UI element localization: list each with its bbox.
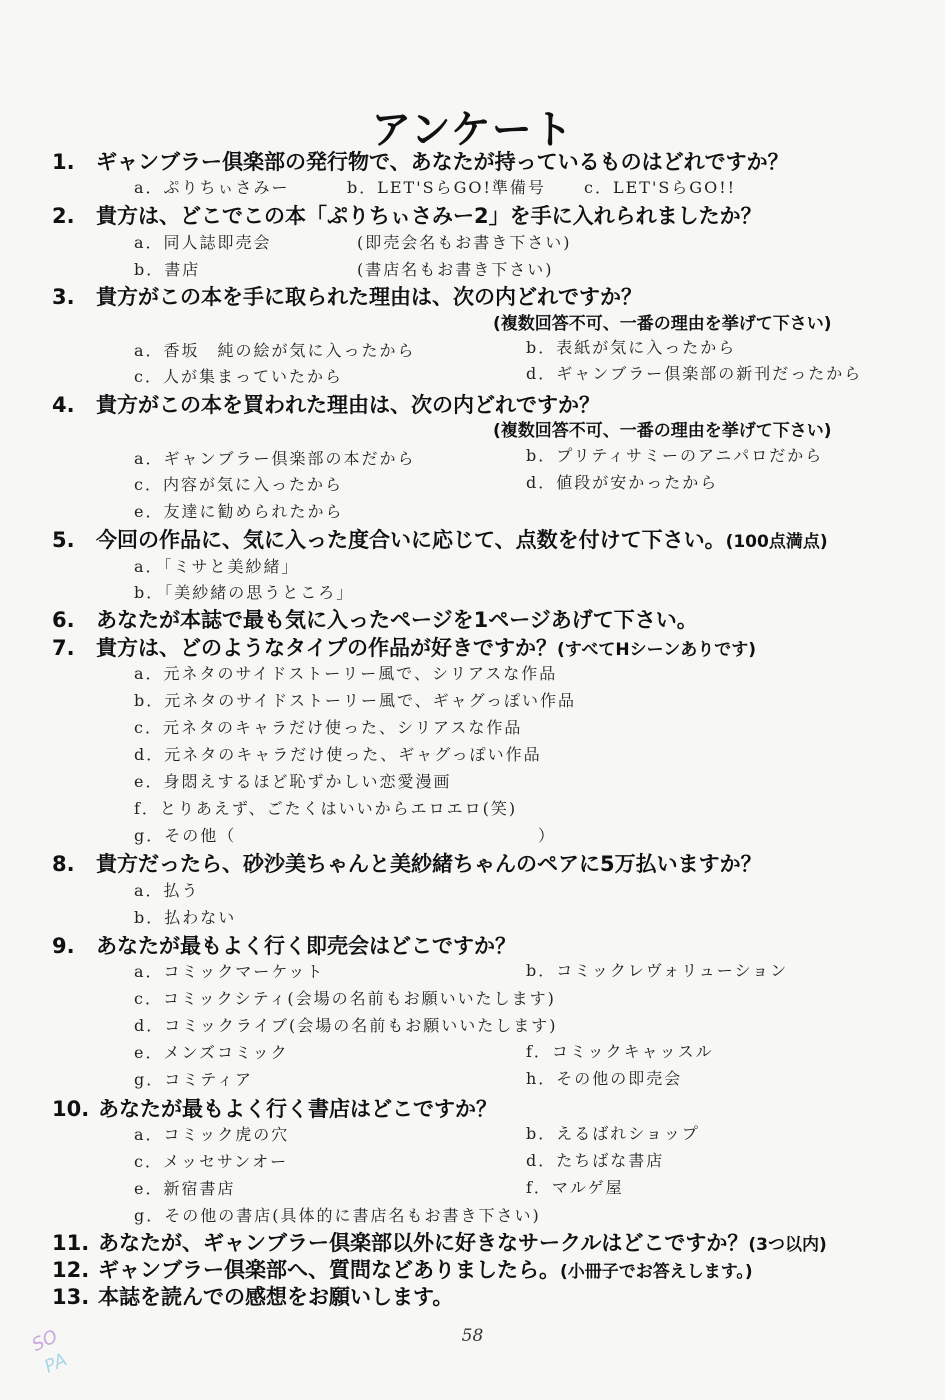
- question-text: 貴方がこの本を買われた理由は、次の内どれですか？: [96, 393, 600, 417]
- question-number: 13.: [52, 1285, 90, 1309]
- page-title: アンケート: [371, 107, 574, 153]
- question-number: 7.: [52, 636, 75, 660]
- page-number: 58: [461, 1326, 484, 1346]
- option-9e: e．メンズコミック: [134, 1043, 289, 1062]
- question-suffix: (100点満点): [725, 532, 828, 552]
- option-10c: c．メッセサンオー: [134, 1152, 289, 1171]
- option-5a: a．「ミサと美紗緒」: [134, 557, 300, 576]
- option-9g: g．コミティア: [134, 1070, 253, 1089]
- question-3-note: (複数回答不可、一番の理由を挙げて下さい): [493, 314, 832, 334]
- option-10d: d．たちばな書店: [526, 1151, 665, 1170]
- option-3b: b．表紙が気に入ったから: [526, 338, 737, 357]
- option-3a: a．香坂 純の絵が気に入ったから: [134, 341, 416, 360]
- question-9: [52, 930, 516, 960]
- question-number: 9.: [52, 934, 75, 958]
- question-number: 2.: [52, 204, 75, 228]
- option-9c: c．コミックシティ(会場の名前もお願いいたします): [134, 989, 556, 1008]
- option-10e: e．新宿書店: [134, 1179, 236, 1198]
- option-4b: b．プリティサミーのアニパロだから: [526, 446, 824, 465]
- option-2b-note: (書店名もお書き下さい): [357, 260, 554, 279]
- option-2a-note: (即売会名もお書き下さい): [357, 233, 572, 252]
- option-9a: a．コミックマーケット: [134, 962, 325, 981]
- question-10: [52, 1093, 497, 1123]
- question-text: あなたが最もよく行く即売会はどこですか？: [96, 934, 516, 958]
- option-1a: a．ぷりちぃさみー: [134, 178, 290, 197]
- option-4d: d．値段が安かったから: [526, 473, 719, 492]
- question-8: [52, 848, 762, 878]
- question-text: 本誌を読んでの感想をお願いします。: [98, 1285, 454, 1309]
- question-7: [52, 632, 756, 662]
- option-7b: b．元ネタのサイドストーリー風で、ギャグっぽい作品: [134, 691, 577, 710]
- question-number: 3.: [52, 285, 75, 309]
- option-7g: g．その他（: [134, 826, 237, 845]
- option-9h: h．その他の即売会: [526, 1069, 683, 1088]
- circle-logo: [28, 1312, 88, 1392]
- question-11: [52, 1227, 827, 1257]
- svg-text:SO: SO: [28, 1326, 61, 1356]
- question-text: ギャンブラー倶楽部へ、質問などありましたら。: [98, 1258, 560, 1282]
- option-9b: b．コミックレヴォリューション: [526, 961, 789, 980]
- svg-text:PA: PA: [41, 1349, 71, 1378]
- question-12: [52, 1254, 753, 1284]
- option-1b: b．LET'SらGO!準備号: [347, 178, 546, 197]
- option-8b: b．払わない: [134, 908, 237, 927]
- question-suffix: (3つ以内): [748, 1235, 827, 1255]
- question-2: [52, 200, 762, 230]
- option-4e: e．友達に勧められたから: [134, 502, 344, 521]
- question-text: ギャンブラー倶楽部の発行物で、あなたが持っているものはどれですか？: [96, 150, 789, 174]
- question-1: [52, 146, 789, 176]
- option-7g-close: ）: [538, 826, 557, 845]
- option-4a: a．ギャンブラー倶楽部の本だから: [134, 449, 416, 468]
- option-7f: f．とりあえず、ごたくはいいからエロエロ(笑): [134, 799, 518, 818]
- question-suffix: (小冊子でお答えします。): [560, 1262, 753, 1282]
- option-7a: a．元ネタのサイドストーリー風で、シリアスな作品: [134, 664, 558, 683]
- question-4: [52, 389, 600, 419]
- option-1c: c．LET'SらGO!!: [584, 178, 737, 197]
- question-number: 4.: [52, 393, 75, 417]
- question-number: 10.: [52, 1097, 90, 1121]
- option-10g: g．その他の書店(具体的に書店名もお書き下さい): [134, 1206, 541, 1225]
- option-8a: a．払う: [134, 881, 200, 900]
- question-text: 貴方は、どこでこの本「ぷりちぃさみー2」を手に入れられましたか？: [96, 204, 762, 228]
- option-2b: b．書店: [134, 260, 201, 279]
- question-5: [52, 524, 828, 554]
- option-10f: f．マルゲ屋: [526, 1178, 624, 1197]
- question-suffix: (すべてHシーンありです): [556, 640, 757, 660]
- option-10b: b．えるばれショップ: [526, 1124, 700, 1143]
- option-2a: a．同人誌即売会: [134, 233, 272, 252]
- question-3: [52, 281, 642, 311]
- question-number: 6.: [52, 608, 75, 632]
- question-number: 11.: [52, 1231, 90, 1255]
- question-6: [52, 604, 698, 634]
- option-3d: d．ギャンブラー倶楽部の新刊だったから: [526, 364, 863, 383]
- option-5b: b．「美紗緒の思うところ」: [134, 583, 355, 602]
- question-text: あなたが最もよく行く書店はどこですか？: [98, 1097, 497, 1121]
- option-7c: c．元ネタのキャラだけ使った、シリアスな作品: [134, 718, 523, 737]
- question-text: あなたが本誌で最も気に入ったページを1ページあげて下さい。: [96, 608, 698, 632]
- question-number: 5.: [52, 528, 75, 552]
- question-13: [52, 1281, 453, 1311]
- question-text: 貴方だったら、砂沙美ちゃんと美紗緒ちゃんのペアに5万払いますか？: [96, 852, 762, 876]
- option-10a: a．コミック虎の穴: [134, 1125, 290, 1144]
- option-4c: c．内容が気に入ったから: [134, 475, 343, 494]
- question-number: 1.: [52, 150, 75, 174]
- option-7e: e．身悶えするほど恥ずかしい恋愛漫画: [134, 772, 452, 791]
- question-text: あなたが、ギャンブラー倶楽部以外に好きなサークルはどこですか？: [98, 1231, 749, 1255]
- option-9d: d．コミックライブ(会場の名前もお願いいたします): [134, 1016, 558, 1035]
- question-number: 8.: [52, 852, 75, 876]
- question-number: 12.: [52, 1258, 90, 1282]
- option-7d: d．元ネタのキャラだけ使った、ギャグっぽい作品: [134, 745, 542, 764]
- question-4-note: (複数回答不可、一番の理由を挙げて下さい): [493, 421, 832, 441]
- option-9f: f．コミックキャッスル: [526, 1042, 714, 1061]
- question-text: 貴方がこの本を手に取られた理由は、次の内どれですか？: [96, 285, 642, 309]
- option-3c: c．人が集まっていたから: [134, 367, 343, 386]
- question-text: 今回の作品に、気に入った度合いに応じて、点数を付けて下さい。: [96, 528, 726, 552]
- question-text: 貴方は、どのようなタイプの作品が好きですか？: [96, 636, 557, 660]
